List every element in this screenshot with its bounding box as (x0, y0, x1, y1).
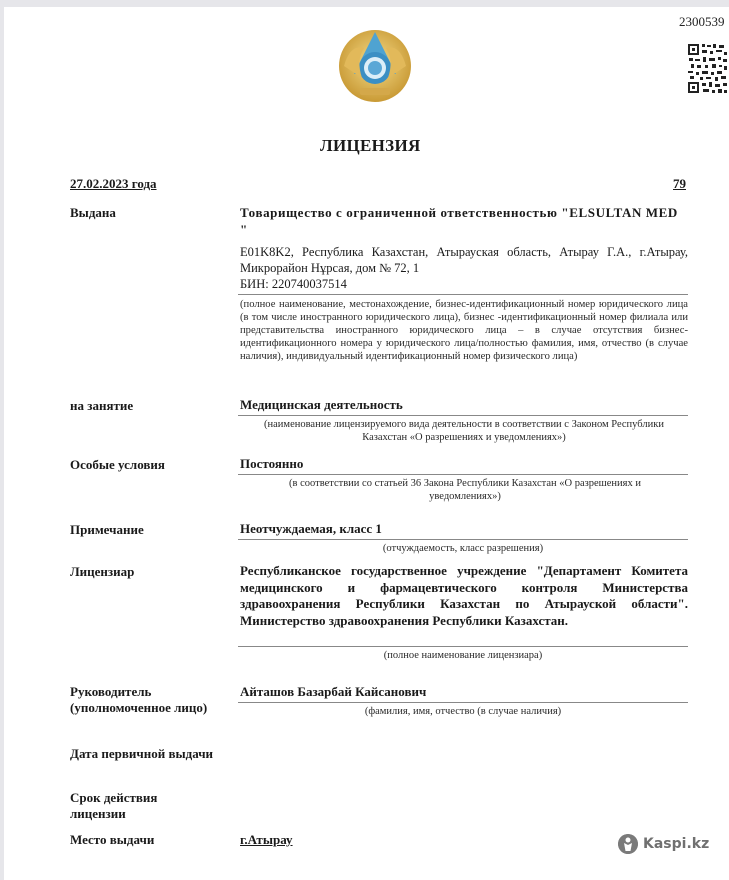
license-date: 27.02.2023 года (70, 176, 157, 191)
activity-value: Медицинская деятельность (240, 397, 403, 412)
head-label: Руководитель (уполномоченное лицо) (70, 684, 208, 715)
head-value: Айташов Базарбай Кайсанович (240, 684, 427, 699)
special-conditions-label: Особые условия (70, 457, 165, 472)
divider (238, 294, 688, 295)
activity-label: на занятие (70, 398, 134, 413)
kaspi-logo-icon (618, 834, 638, 854)
kazakhstan-emblem-icon (336, 26, 414, 106)
place-label: Место выдачи (70, 832, 155, 847)
divider (238, 702, 688, 703)
divider (238, 415, 688, 416)
issued-to-bin: БИН: 220740037514 (240, 277, 347, 291)
licensor-value: Республиканское государственное учреждение "Департамент Комитета медицинского и фармацевтического контроля Министерства здравоохранения Республики Казахстан по Атырауской области". Министерство здравоохранения Республики Казахстан. (240, 563, 688, 628)
licensor-label: Лицензиар (70, 564, 135, 579)
activity-hint: (наименование лицензируемого вида деятельности в соответствии с Законом Республики Казахстан «О разрешениях и уведомлениях») (264, 419, 664, 443)
divider (238, 474, 688, 475)
issued-to-label: Выдана (70, 205, 116, 220)
validity-label: Срок действия лицензии (70, 790, 158, 821)
first-issue-date-label: Дата первичной выдачи (70, 746, 214, 761)
issued-to-hint: (полное наименование, местонахождение, бизнес-идентификационный номер юридического лица (в том числе иностранного юридического лица), бизнес -идентификационный номер филиала или представительства иностранного юридического лица – в случае отсутствия бизнес-идентификационного номера у юридического лица/полностью фамилия, имя, отчество (в случае наличия), индивидуальный идентификационный номер физического лица) (240, 299, 688, 362)
qr-code-icon (686, 41, 729, 96)
special-conditions-value: Постоянно (240, 456, 304, 471)
licensor-hint: (полное наименование лицензиара) (383, 650, 543, 661)
kaspi-watermark (618, 834, 709, 854)
issued-to-address: E01K8K2, Республика Казахстан, Атырауская область, Атырау Г.А., г.Атырау, Микрорайон Нұрсая, дом № 72, 1 (240, 245, 688, 275)
place-value: г.Атырау (240, 832, 293, 847)
license-reg-number: 79 (673, 176, 686, 191)
page-title: ЛИЦЕНЗИЯ (320, 136, 421, 155)
divider (238, 539, 688, 540)
issued-to-value: Товарищество с ограниченной ответственностью "ELSULTAN MED " (240, 205, 678, 237)
special-conditions-hint: (в соответствии со статьей 36 Закона Республики Казахстан «О разрешениях и уведомлениях») (289, 478, 641, 502)
head-hint: (фамилия, имя, отчество (в случае наличия) (364, 706, 562, 717)
note-value: Неотчуждаемая, класс 1 (240, 521, 382, 536)
note-hint: (отчуждаемость, класс разрешения) (382, 543, 544, 554)
divider (238, 646, 688, 647)
note-label: Примечание (70, 522, 144, 537)
document-number: 2300539 (679, 14, 725, 29)
kaspi-text: Kaspi.kz (643, 836, 710, 852)
